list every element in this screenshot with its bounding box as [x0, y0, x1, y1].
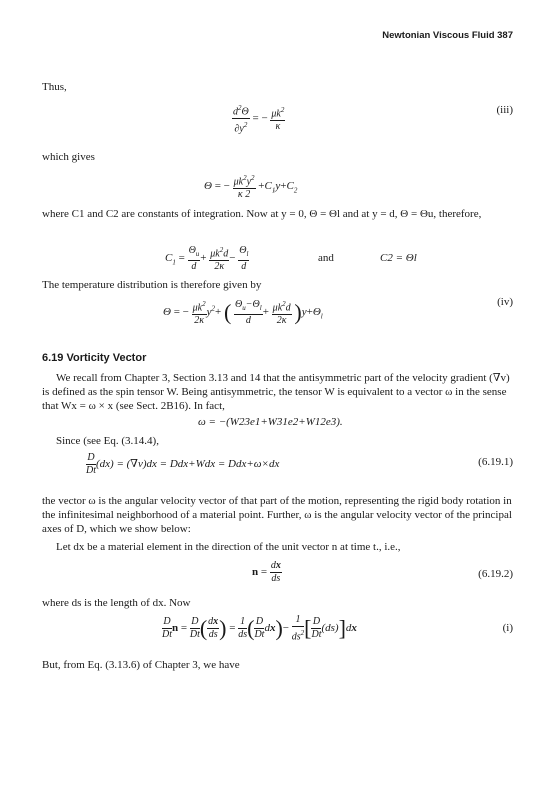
- but-from-text: But, from Eq. (3.13.6) of Chapter 3, we have: [42, 659, 240, 671]
- equation-iv-number: (iv): [497, 296, 513, 308]
- theta-solution-equation: Θ = − $\frac{\mu k^2y^2}{\kappa 2}$ $+C_1y+C_2$: [204, 174, 298, 201]
- equation-iv: Θ = − $\frac{\mu k^2}{2\kappa}$ $y^2+$ ( $\frac{\Theta_u-\Theta_l}{d}$ + $\frac{\mu k^2d}{2\kappa}$ )$y+\Theta_l$: [163, 298, 323, 327]
- omega-equation: ω = −(W23e1+W31e2+W12e3).: [198, 416, 343, 428]
- constants-text: where C1 and C2 are constants of integration. Now at y = 0, Θ = Θl and at y = d, Θ = Θu, therefore,: [42, 208, 482, 220]
- equation-i-number: (i): [502, 622, 513, 634]
- paragraph-angular-velocity: the vector ω is the angular velocity vector of that part of the motion, representing the rigid body rotation in the infinitesimal neighborhood of a material point. Further, ω is the angular velocity vector of the principal axes of D, which we show below:: [42, 495, 512, 535]
- since-text: Since (see Eq. (3.14.4),: [56, 435, 159, 447]
- equation-i: $\frac{D}{Dt}$ n = $\frac{D}{Dt}$ ( $\frac{dx}{ds}$ ) = $\frac{1}{ds}$ ( $\frac{D}{Dt}$ dx)− $\frac{1}{ds^2}$ [ $\frac{D}{Dt}$ (ds)]dx: [162, 614, 357, 643]
- which-gives-text: which gives: [42, 151, 95, 163]
- equation-iii: $\frac{d^2\Theta}{\partial y^2}$ = − $\frac{\mu k^2}{\kappa}$: [233, 104, 285, 135]
- equation-iii-number: (iii): [496, 104, 513, 116]
- equation-6-19-1-number: (6.19.1): [478, 456, 513, 468]
- thus-text: Thus,: [42, 81, 67, 93]
- let-dx-text: Let dx be a material element in the direction of the unit vector n at time t., i.e.,: [56, 541, 401, 553]
- and-word: and: [318, 252, 334, 264]
- running-head: Newtonian Viscous Fluid 387: [382, 30, 513, 41]
- c1-equation: $C_1$ = $\frac{\Theta_u}{d}$ + $\frac{\mu k^2d}{2\kappa}$ − $\frac{\Theta_l}{d}$: [165, 244, 249, 273]
- section-title: 6.19 Vorticity Vector: [42, 352, 147, 364]
- equation-6-19-2: n = $\frac{dx}{ds}$: [252, 560, 281, 584]
- equation-6-19-2-number: (6.19.2): [478, 568, 513, 580]
- where-ds-text: where ds is the length of dx. Now: [42, 597, 191, 609]
- c2-equation: C2 = Θl: [380, 252, 417, 264]
- temperature-distribution-text: The temperature distribution is therefore given by: [42, 279, 262, 291]
- equation-6-19-1-rhs: (dx) = (∇v)dx = Ddx+Wdx = Ddx+ω×dx: [96, 458, 280, 471]
- paragraph-spin-tensor: We recall from Chapter 3, Section 3.13 and 14 that the antisymmetric part of the velocity gradient (∇v) is defined as the spin tensor W. Being antisymmetric, the tensor W is equivalent to a vector ω in the sense that Wx = ω × x (see Sect. 2B16). In fact,: [42, 372, 510, 412]
- equation-6-19-1: $\frac{D}{Dt}$ (dx) = (∇v)dx = Ddx+Wdx = Ddx+ω×dx: [86, 452, 280, 476]
